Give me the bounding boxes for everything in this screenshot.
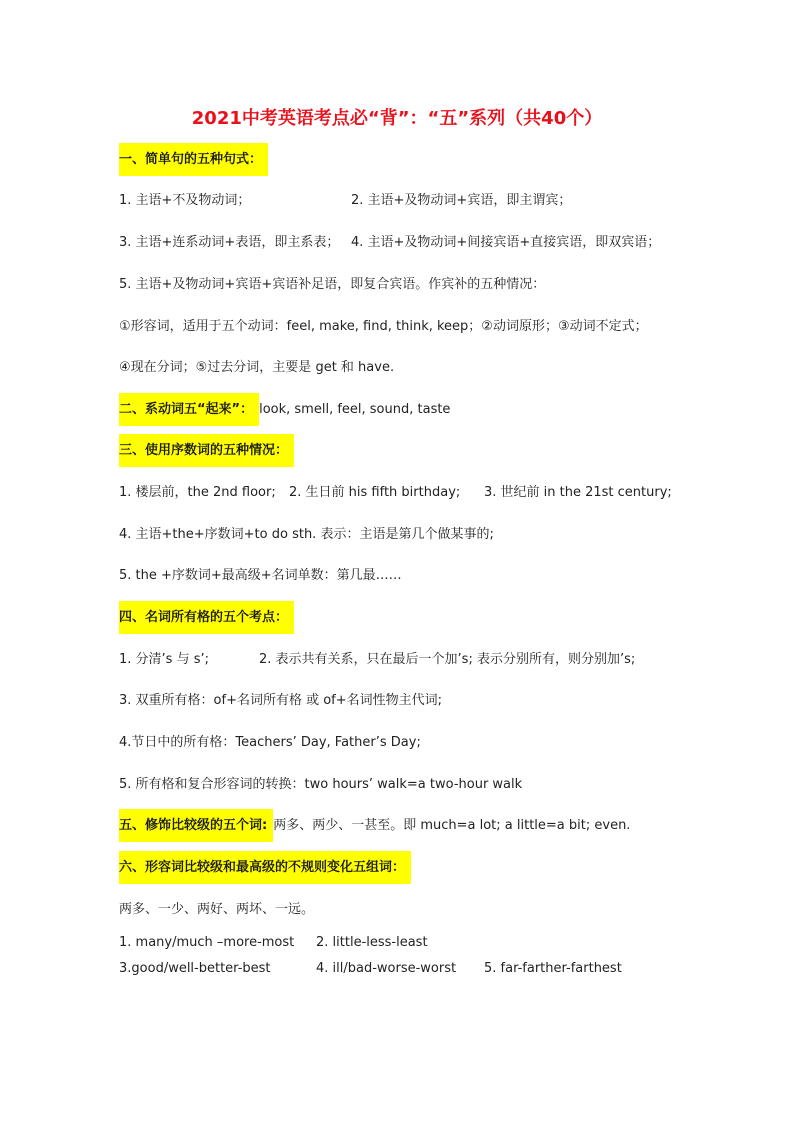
s4-item-5: 5. 所有格和复合形容词的转换：two hours’ walk=a two-hour walk xyxy=(119,777,523,792)
section-4-heading-line xyxy=(119,609,294,634)
s6-intro: 两多、一少、两好、两坏、一远。 xyxy=(119,902,315,917)
section-1-line-3 xyxy=(119,276,545,293)
s1-item-1: 1. 主语+不及物动词； xyxy=(119,193,251,208)
page-title: 2021中考英语考点必“背”：“五”系列（共40个） xyxy=(191,108,603,129)
s3-item-1: 1. 楼层前，the 2nd floor; xyxy=(119,485,276,500)
s3-item-3: 3. 世纪前 in the 21st century; xyxy=(484,485,672,500)
section-2-heading: 二、系动词五“起来”： xyxy=(119,393,259,426)
section-1-heading: 一、简单句的五种句式： xyxy=(119,143,268,176)
section-6-line-2c xyxy=(484,960,622,977)
section-3-line-3 xyxy=(119,567,402,584)
section-4-line-2 xyxy=(119,692,442,709)
section-4-line-1a xyxy=(119,651,209,668)
section-6-heading: 六、形容词比较级和最高级的不规则变化五组词： xyxy=(119,851,411,884)
section-3-line-1b xyxy=(289,484,460,501)
section-6-intro xyxy=(119,901,314,918)
s4-item-4: 4.节日中的所有格：Teachers’ Day, Father’s Day; xyxy=(119,735,421,750)
section-1-line-2 xyxy=(119,234,339,251)
s1-item-2: 2. 主语+及物动词+宾语，即主谓宾； xyxy=(351,193,572,208)
section-6-line-2b xyxy=(316,960,456,977)
s4-item-3: 3. 双重所有格：of+名词所有格 或 of+名词性物主代词; xyxy=(119,693,443,708)
s1-item-7: ④现在分词；⑤过去分词，主要是 get 和 have. xyxy=(119,360,395,375)
section-1-heading-line xyxy=(119,151,268,176)
section-6-line-1b xyxy=(316,934,428,951)
s4-item-2: 2. 表示共有关系，只在最后一个加’s; 表示分别所有，则分别加’s; xyxy=(259,652,636,667)
section-4-line-1b xyxy=(259,651,635,668)
s6-item-1: 1. many/much –more-most xyxy=(119,935,295,950)
s2-text: look, smell, feel, sound, taste xyxy=(259,402,451,417)
s4-item-1: 1. 分清’s 与 s’; xyxy=(119,652,209,667)
s5-text: 两多、两少、一甚至。即 much=a lot; a little=a bit; even. xyxy=(273,818,631,833)
s1-item-5: 5. 主语+及物动词+宾语+宾语补足语，即复合宾语。作宾补的五种情况： xyxy=(119,277,546,292)
s3-item-5: 5. the +序数词+最高级+名词单数：第几最…… xyxy=(119,568,402,583)
section-3-line-1a xyxy=(119,484,276,501)
section-3-line-2 xyxy=(119,526,494,543)
s6-item-5: 5. far-farther-farthest xyxy=(484,961,622,976)
section-6-line-1a xyxy=(119,934,294,951)
section-4-heading: 四、名词所有格的五个考点： xyxy=(119,601,294,634)
s3-item-4: 4. 主语+the+序数词+to do sth. 表示：主语是第几个做某事的; xyxy=(119,527,494,542)
s3-item-2: 2. 生日前 his fifth birthday; xyxy=(289,485,461,500)
section-3-heading-line xyxy=(119,442,294,467)
section-5-line xyxy=(119,817,630,842)
section-1-line-5 xyxy=(119,359,394,376)
section-2-line xyxy=(119,401,450,426)
s1-item-4: 4. 主语+及物动词+间接宾语+直接宾语，即双宾语； xyxy=(351,235,661,250)
section-4-line-3 xyxy=(119,734,421,751)
s6-item-2: 2. little-less-least xyxy=(316,935,428,950)
s1-item-6: ①形容词，适用于五个动词：feel, make, find, think, keep；②动词原形；③动词不定式； xyxy=(119,319,648,334)
section-1-line-1b xyxy=(351,192,571,209)
section-6-line-2a xyxy=(119,960,271,977)
section-6-heading-line xyxy=(119,859,411,884)
section-1-line-1 xyxy=(119,192,250,209)
section-1-line-2b xyxy=(351,234,660,251)
section-3-line-1c xyxy=(484,484,672,501)
section-4-line-4 xyxy=(119,776,522,793)
s1-item-3: 3. 主语+连系动词+表语，即主系表； xyxy=(119,235,340,250)
section-1-line-4 xyxy=(119,318,648,335)
section-5-heading: 五、修饰比较级的五个词: xyxy=(119,809,273,842)
section-3-heading: 三、使用序数词的五种情况： xyxy=(119,434,294,467)
s6-item-4: 4. ill/bad-worse-worst xyxy=(316,961,457,976)
s6-item-3: 3.good/well-better-best xyxy=(119,961,271,976)
